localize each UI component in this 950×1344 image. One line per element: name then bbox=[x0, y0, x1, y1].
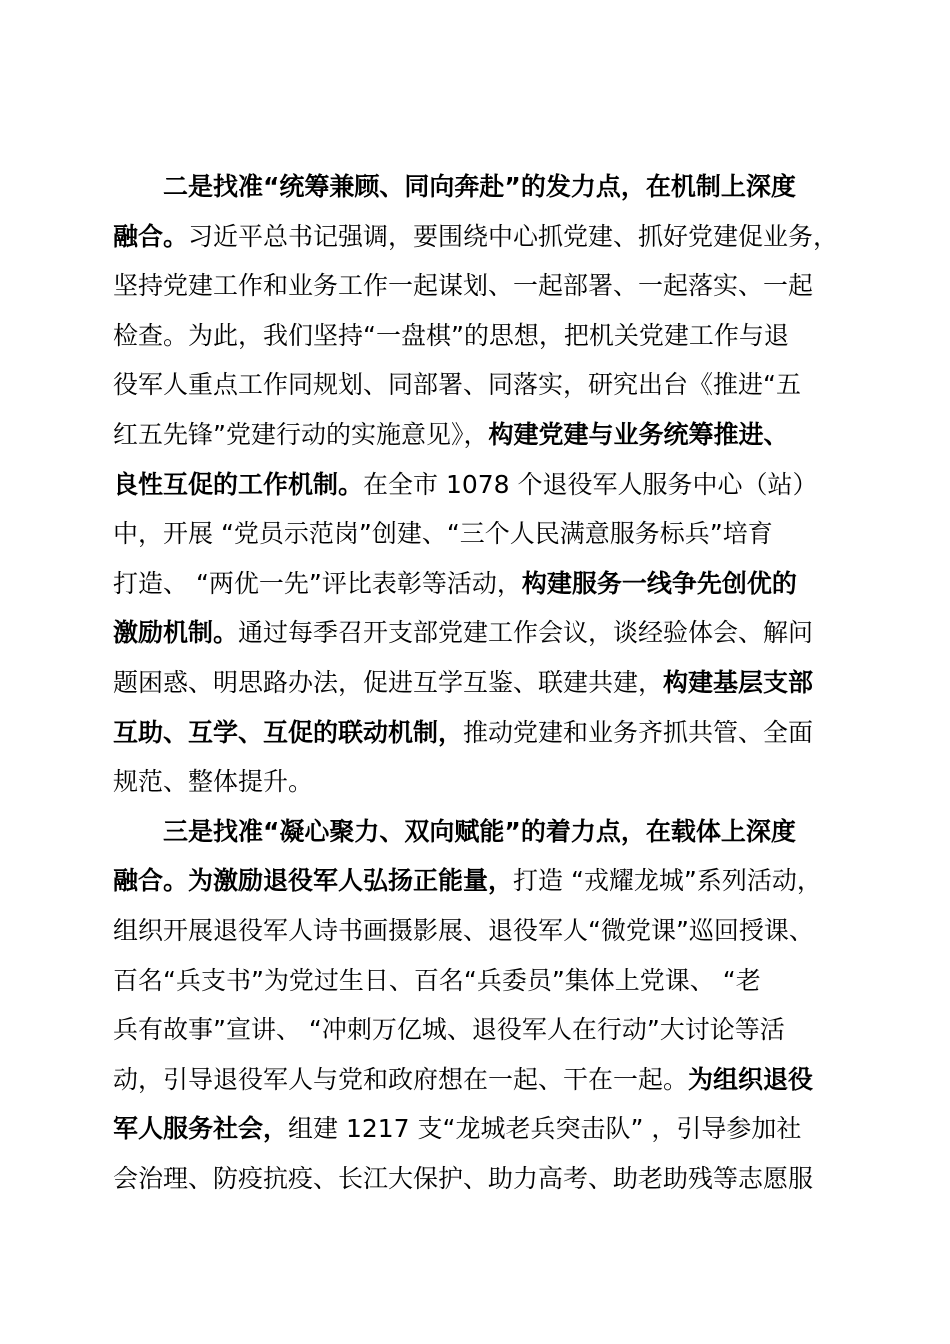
paragraph-3-line bbox=[113, 906, 853, 956]
text-run: 构建基层支部 bbox=[663, 667, 814, 697]
paragraph-3-line bbox=[113, 1005, 853, 1055]
text-run: 打造 “戎耀龙城”系列活动， bbox=[513, 866, 822, 896]
paragraph-2-line bbox=[113, 509, 853, 559]
text-run: 三是找准“凝心聚力、双向赋能”的着力点，在载体上深度 bbox=[163, 816, 796, 846]
paragraph-2-line bbox=[113, 559, 853, 609]
paragraph-3-line bbox=[113, 807, 853, 857]
paragraph-3-line bbox=[113, 1055, 853, 1105]
text-run: 融合。为激励退役军人弘扬正能量， bbox=[113, 866, 514, 896]
text-run: 良性互促的工作机制。 bbox=[113, 469, 364, 499]
paragraph-2-line bbox=[113, 311, 853, 361]
paragraph-2-line bbox=[113, 410, 853, 460]
paragraph-2-line bbox=[113, 460, 853, 510]
body-text bbox=[113, 162, 853, 1203]
paragraph-2-line bbox=[113, 658, 853, 708]
text-run: 会治理、防疫抗疫、长江大保护、助力高考、助老助残等志愿服 bbox=[113, 1163, 814, 1193]
text-run: 坚持党建工作和业务工作一起谋划、一起部署、一起落实、一起 bbox=[113, 271, 814, 301]
text-run: 规范、整体提升。 bbox=[113, 767, 314, 797]
text-run: 百名“兵支书”为党过生日、百名“兵委员”集体上党课、 “老 bbox=[113, 965, 761, 995]
text-run: 役军人重点工作同规划、同部署、同落实，研究出台《推进“五 bbox=[113, 370, 801, 400]
text-run: 题困惑、明思路办法，促进互学互鉴、联建共建， bbox=[113, 667, 664, 697]
text-run: 组织开展退役军人诗书画摄影展、退役军人“微党课”巡回授课、 bbox=[113, 915, 814, 945]
text-run: 构建服务一线争先创优的 bbox=[521, 568, 797, 598]
paragraph-3-line bbox=[113, 856, 853, 906]
text-run: 军人服务社会， bbox=[113, 1114, 289, 1144]
text-run: 兵有故事”宣讲、 “冲刺万亿城、退役军人在行动”大讨论等活 bbox=[113, 1015, 785, 1045]
text-run: 动，引导退役军人与党和政府想在一起、干在一起。 bbox=[113, 1064, 689, 1094]
text-run: 互助、互学、互促的联动机制， bbox=[113, 717, 464, 747]
text-run: 融合。 bbox=[113, 221, 189, 251]
text-run: 推动党建和业务齐抓共管、全面 bbox=[463, 717, 814, 747]
paragraph-2-line bbox=[113, 261, 853, 311]
paragraph-2-line bbox=[113, 708, 853, 758]
paragraph-2-line bbox=[113, 212, 853, 262]
text-run: 中，开展 “党员示范岗”创建、“三个人民满意服务标兵”培育 bbox=[113, 519, 773, 549]
paragraph-2-line bbox=[113, 360, 853, 410]
text-run: 组建 1217 支“龙城老兵突击队” ，引导参加社 bbox=[288, 1114, 802, 1144]
text-run: 构建党建与业务统筹推进、 bbox=[488, 419, 789, 449]
text-run: 检查。为此，我们坚持“一盘棋”的思想，把机关党建工作与退 bbox=[113, 320, 789, 350]
text-run: 红五先锋”党建行动的实施意见》， bbox=[113, 419, 489, 449]
paragraph-3-line bbox=[113, 956, 853, 1006]
text-run: 二是找准“统筹兼顾、同向奔赴”的发力点，在机制上深度 bbox=[163, 172, 796, 201]
text-run: 习近平总书记强调，要围绕中心抓党建、抓好党建促业务， bbox=[188, 221, 839, 251]
paragraph-2-line bbox=[113, 608, 853, 658]
text-run: 在全市 1078 个退役军人服务中心（站） bbox=[363, 469, 818, 499]
text-run: 为组织退役 bbox=[688, 1064, 814, 1094]
text-run: 打造、 “两优一先”评比表彰等活动， bbox=[113, 568, 522, 598]
paragraph-3-line bbox=[113, 1154, 853, 1204]
text-run: 通过每季召开支部党建工作会议，谈经验体会、解问 bbox=[238, 618, 814, 648]
paragraph-3-line bbox=[113, 1104, 853, 1154]
paragraph-2-line bbox=[113, 757, 853, 807]
text-run: 激励机制。 bbox=[113, 618, 239, 648]
paragraph-2-line bbox=[113, 162, 853, 212]
